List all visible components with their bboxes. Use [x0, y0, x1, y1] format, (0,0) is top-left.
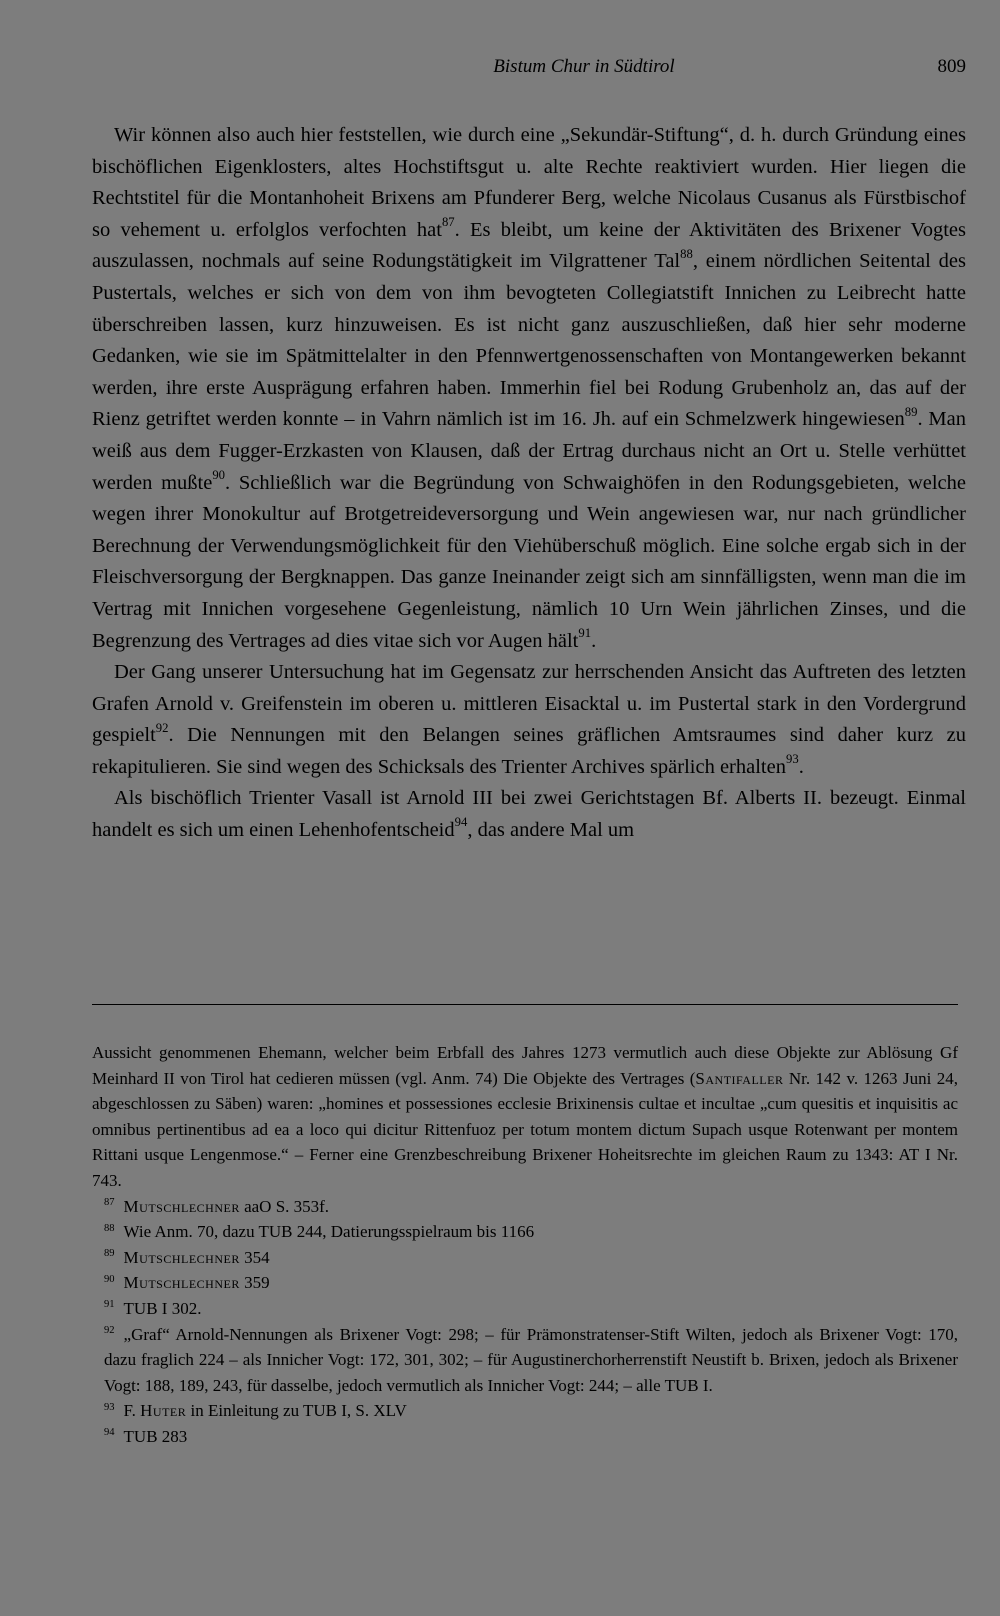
- footnote-90: 90 Mutschlechner 359: [104, 1273, 270, 1293]
- paragraph-1: [92, 120, 966, 657]
- author-name: Huter: [140, 1401, 187, 1421]
- author-name: Mutschlechner: [123, 1196, 240, 1216]
- footnote-text: Wie Anm. 70, dazu TUB 244, Datierungsspielraum bis 1166: [123, 1222, 535, 1242]
- footnote-text: TUB 283: [123, 1426, 188, 1446]
- text-run: Der Gang unserer Untersuchung hat im Gegensatz zur herrschenden Ansicht das Auftreten des letzten Grafen Arnold v. Greifenstein im oberen u. mittleren Eisacktal u. im Pustertal stark in den Vordergrund gespielt: [92, 661, 966, 747]
- text-run: , das andere Mal um: [467, 819, 635, 842]
- running-title: Bistum Chur in Südtirol: [493, 56, 675, 77]
- text-run: Nr. 142 v. 1263 Juni 24, abgeschlossen zu Säben) waren: „homines et possessiones ecclesie Brixinensis cultae et incultae „cum quesitis et inquisitis ac omnibus pertinentibus ad ea a loco qui dicitur Rittenfuoz per totum montem dictum Supach usque Rotenwant per montem Rittani usque Lengenmose.“ – Ferner eine Grenzbeschreibung Brixener Hoheitsrechte im gleichen Raum zu 1343: AT I Nr. 743.: [92, 1068, 958, 1190]
- running-head: [92, 56, 966, 86]
- paragraph-2: [92, 657, 966, 783]
- footnote-text: in Einleitung zu TUB I, S. XLV: [186, 1401, 407, 1421]
- footnote-ref-91: 91: [578, 625, 592, 640]
- footnotes: [92, 1040, 958, 1450]
- text-run: .: [798, 755, 804, 778]
- text-run: . Man weiß aus dem Fugger-Erzkasten von Klausen, daß der Ertrag durchaus nicht an Ort u. Stelle verhüttet werden mußte: [92, 408, 966, 494]
- body-text: [92, 120, 966, 847]
- page-number: 809: [937, 56, 966, 77]
- footnote-ref-87: 87: [441, 215, 455, 230]
- text-run: Aussicht genommenen Ehemann, welcher beim Erbfall des Jahres 1273 vermutlich auch diese Objekte zur Ablösung Gf Meinhard II von Tirol hat cedieren müssen (vgl. Anm. 74) Die Objekte des Vertrages (: [92, 1043, 958, 1088]
- footnote-ref-94: 94: [454, 815, 468, 830]
- footnote-text: aaO S. 353f.: [239, 1196, 330, 1216]
- footnote-ref-93: 93: [785, 752, 799, 767]
- author-name: Santifaller: [695, 1068, 784, 1088]
- footnote-94: 94 TUB 283: [104, 1426, 188, 1446]
- footnote-ref-90: 90: [212, 467, 226, 482]
- text-run: . Schließlich war die Begründung von Schwaighöfen in den Rodungsgebieten, welche wegen ihrer Monokultur auf Brotgetreideversorgung und Wein angewiesen war, nur nach gründlicher Berechnung der Verwendungsmöglichkeit für den Viehüberschuß möglich. Eine solche ergab sich in der Fleischversorgung der Bergknappen. Das ganze Ineinander zeigt sich am sinnfälligsten, wenn man die im Vertrag mit Innichen vorgesehene Gegenleistung, nämlich 10 Urn Wein jährlichen Zinses, und die Begrenzung des Vertrages ad dies vitae sich vor Augen hält: [92, 471, 966, 652]
- footnote-88: 88 Wie Anm. 70, dazu TUB 244, Datierungsspielraum bis 1166: [104, 1222, 535, 1242]
- text-run: , einem nördlichen Seitental des Pustertals, welches er sich von dem von ihm bevogteten Collegiatstift Innichen zu Leibrecht hatte überschreiben lassen, kurz hinzuweisen. Es ist nicht ganz auszuschließen, daß hier sehr moderne Gedanken, wie sie im Spätmittelalter in den Pfennwertgenossenschaften von Montangewerken bekannt werden, ihre erste Ausprägung erfahren haben. Immerhin fiel bei Rodung Grubenholz an, das auf der Rienz getriftet werden konnte – in Vahrn nämlich ist im 16. Jh. auf ein Schmelzwerk hingewiesen: [92, 250, 966, 431]
- footnote-91: 91 TUB I 302.: [104, 1298, 202, 1318]
- footnote-text: 354: [239, 1247, 270, 1267]
- author-name: Mutschlechner: [123, 1247, 240, 1267]
- text-run: Wir können also auch hier feststellen, wie durch eine „Sekundär-Stiftung“, d. h. durch Gründung eines bischöflichen Eigenklosters, altes Hochstiftsgut u. alte Rechte reaktiviert wurden. Hier liegen die Rechtstitel für die Montanhoheit Brixens am Pfunderer Berg, welche Nicolaus Cusanus als Fürstbischof so vehement u. erfolglos verfochten hat: [92, 124, 966, 241]
- footnote-continuation: [92, 1040, 958, 1194]
- footnote-ref-88: 88: [680, 246, 693, 261]
- footnote-text: F.: [123, 1401, 141, 1421]
- text-run: Als bischöflich Trienter Vasall ist Arnold III bei zwei Gerichtstagen Bf. Alberts II. bezeugt. Einmal handelt es sich um einen Lehenhofentscheid: [92, 787, 966, 842]
- footnote-ref-92: 92: [155, 720, 169, 735]
- footnote-ref-89: 89: [904, 404, 918, 419]
- footnote-text: TUB I 302.: [123, 1298, 202, 1318]
- footnote-93: 93 F. Huter in Einleitung zu TUB I, S. XLV: [104, 1401, 407, 1421]
- footnote-92: 92 „Graf“ Arnold-Nennungen als Brixener Vogt: 298; – für Prämonstratenser-Stift Wilten, jedoch als Brixener Vogt: 170, dazu fraglich 224 – als Innicher Vogt: 172, 301, 302; – für Augustinerchorherrenstift Neustift b. Brixen, jedoch als Brixener Vogt: 188, 189, 243, für dasselbe, jedoch vermutlich als Innicher Vogt: 244; – alle TUB I.: [104, 1324, 958, 1395]
- footnote-87: 87 Mutschlechner aaO S. 353f.: [104, 1196, 330, 1216]
- footnote-89: 89 Mutschlechner 354: [104, 1247, 270, 1267]
- text-run: . Die Nennungen mit den Belangen seines gräflichen Amtsraumes sind daher kurz zu rekapitulieren. Sie sind wegen des Schicksals des Trienter Archives spärlich erhalten: [92, 724, 966, 778]
- footnote-text: 359: [239, 1273, 270, 1293]
- footnote-text: „Graf“ Arnold-Nennungen als Brixener Vogt: 298; – für Prämonstratenser-Stift Wilten, jedoch als Brixener Vogt: 170, dazu fraglich 224 – als Innicher Vogt: 172, 301, 302; – für Augustinerchorherrenstift Neustift b. Brixen, jedoch als Brixener Vogt: 188, 189, 243, für dasselbe, jedoch vermutlich als Innicher Vogt: 244; – alle TUB I.: [104, 1324, 958, 1395]
- footnote-rule: [92, 1004, 958, 1005]
- author-name: Mutschlechner: [123, 1273, 240, 1293]
- text-run: .: [591, 629, 597, 652]
- text-run: . Es bleibt, um keine der Aktivitäten des Brixener Vogtes auszulassen, nochmals auf seine Rodungstätigkeit im Vilgrattener Tal: [92, 218, 966, 273]
- paragraph-3: [92, 783, 966, 846]
